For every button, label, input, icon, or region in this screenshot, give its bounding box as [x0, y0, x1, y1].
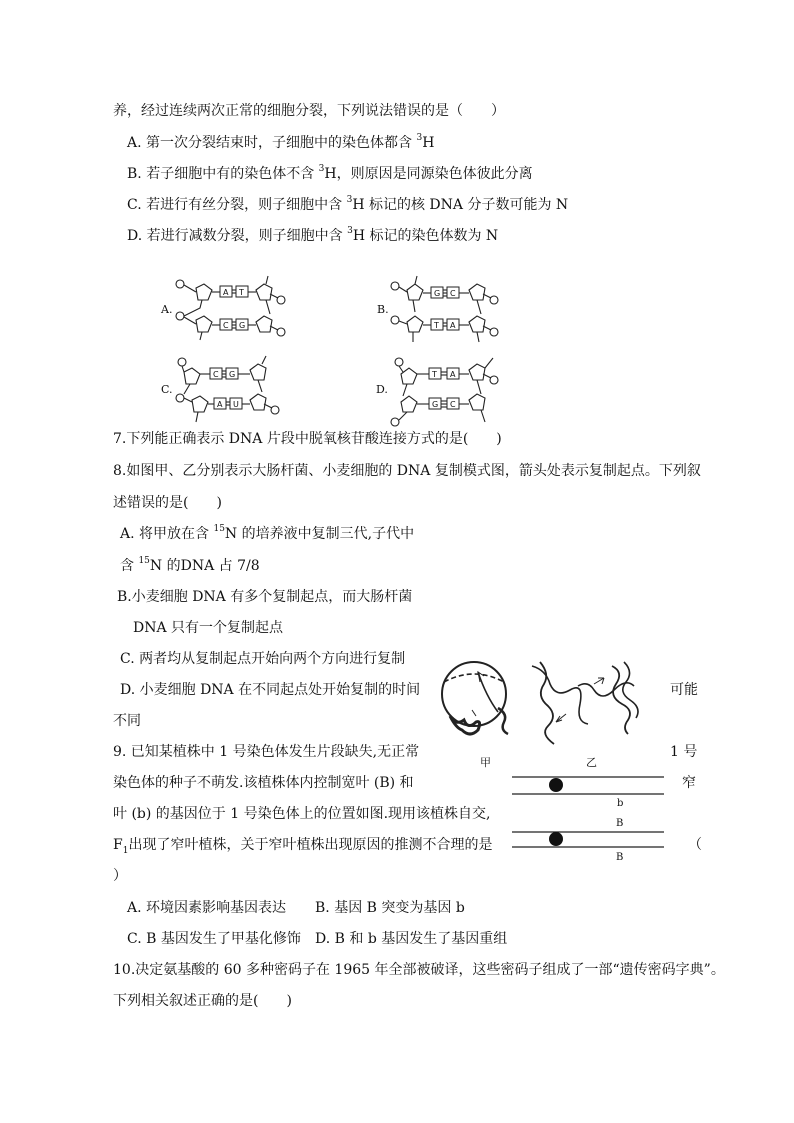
q6-stem: 养，经过连续两次正常的细胞分裂，下列说法错误的是（ ） — [113, 103, 505, 119]
q9-option-a[interactable]: A. 环境因素影响基因表达 — [127, 900, 287, 916]
q9-chromosome-figure — [512, 772, 672, 864]
q8-fig-yi-label: 乙 — [586, 756, 597, 769]
q9-line3: 叶 (b) 的基因位于 1 号染色体上的位置如图.现用该植株自交, — [113, 806, 491, 822]
q7-c-pair2-right: U — [233, 400, 239, 409]
dna-fragment-a — [170, 270, 290, 350]
q9-line2: 染色体的种子不萌发.该植株体内控制宽叶 (B) 和 — [113, 775, 414, 791]
q7-b-pair2-left: T — [434, 321, 439, 330]
q7-label-a: A. — [161, 303, 173, 316]
q7-label-c: C. — [161, 383, 173, 396]
q9-gene-b-upper-1: B — [616, 818, 624, 829]
q6-option-c[interactable]: C. 若进行有丝分裂，则子细胞中含 $^3$H 标记的核 DNA 分子数可能为 N — [127, 195, 569, 213]
q9-gene-b-upper-2: B — [616, 852, 624, 863]
q7-a-pair1-left: A — [223, 288, 229, 297]
q7-c-pair1-right: G — [229, 370, 236, 379]
q9-line2-end: 窄 — [682, 775, 696, 791]
q8-option-d-line2: 不同 — [113, 713, 141, 729]
q8-replication-figure — [428, 656, 658, 768]
q8-option-d-line1[interactable]: D. 小麦细胞 DNA 在不同起点处开始复制的时间 — [120, 682, 421, 698]
q9-option-c[interactable]: C. B 基因发生了甲基化修饰 — [127, 931, 301, 947]
q8-option-a-line1[interactable]: A. 将甲放在含 $^{15}$N 的培养液中复制三代,子代中 — [120, 524, 415, 542]
q7-a-pair2-left: C — [223, 321, 229, 330]
dna-fragment-d — [385, 352, 505, 432]
q7-label-b: B. — [377, 303, 389, 316]
q9-line1: 9. 已知某植株中 1 号染色体发生片段缺失,无正常 — [113, 744, 420, 760]
q7-b-pair1-left: G — [434, 289, 441, 298]
q7-d-pair1-right: A — [450, 370, 456, 379]
q9-line4-end: （ — [688, 837, 702, 853]
q8-option-b-line2[interactable]: DNA 只有一个复制起点 — [133, 620, 284, 636]
q9-gene-b-lower: b — [617, 798, 624, 809]
q7-b-pair1-right: C — [450, 289, 456, 298]
q6-option-b[interactable]: B. 若子细胞中有的染色体不含 $^3$H，则原因是同源染色体彼此分离 — [127, 164, 533, 182]
q9-line1-end: 1 号 — [670, 744, 698, 760]
q6-option-a[interactable]: A. 第一次分裂结束时，子细胞中的染色体都含 $^3$H — [127, 133, 435, 151]
q7-label-d: D. — [376, 383, 388, 396]
q7-d-pair2-right: C — [450, 400, 456, 409]
q8-stem-line2: 述错误的是( ) — [113, 495, 222, 511]
q8-option-a-line2[interactable]: 含 $^{15}$N 的DNA 占 7/8 — [120, 556, 260, 574]
dna-fragment-b — [385, 270, 505, 350]
q9-option-d[interactable]: D. B 和 b 基因发生了基因重组 — [315, 931, 508, 947]
q8-option-b-line1[interactable]: B.小麦细胞 DNA 有多个复制起点，而大肠杆菌 — [117, 589, 413, 605]
q7-stem: 7.下列能正确表示 DNA 片段中脱氧核苷酸连接方式的是( ) — [113, 431, 502, 447]
q7-d-pair2-left: G — [432, 400, 439, 409]
q7-c-pair2-left: A — [217, 400, 223, 409]
q6-option-d[interactable]: D. 若进行减数分裂，则子细胞中含 $^3$H 标记的染色体数为 N — [127, 226, 499, 244]
q9-line4: $F_1$出现了窄叶植株，关于窄叶植株出现原因的推测不合理的是 — [113, 837, 493, 856]
q7-d-pair1-left: T — [432, 370, 437, 379]
q7-a-pair1-right: T — [239, 288, 244, 297]
dna-fragment-c — [170, 352, 290, 432]
q7-b-pair2-right: A — [450, 321, 456, 330]
q8-fig-jia-label: 甲 — [480, 756, 491, 769]
q10-line2: 下列相关叙述正确的是( ) — [113, 993, 292, 1009]
q8-option-d-line1-end: 可能 — [670, 682, 698, 698]
q7-c-pair1-left: C — [213, 370, 219, 379]
q7-a-pair2-right: G — [239, 321, 246, 330]
q9-option-b[interactable]: B. 基因 B 突变为基因 b — [315, 900, 465, 916]
q10-line1: 10.决定氨基酸的 60 多种密码子在 1965 年全部被破译，这些密码子组成了一部“遗传密码字典”。 — [113, 962, 725, 978]
q9-line5: ） — [113, 868, 127, 884]
q8-option-c[interactable]: C. 两者均从复制起点开始向两个方向进行复制 — [120, 651, 406, 667]
q8-stem-line1: 8.如图甲、乙分别表示大肠杆菌、小麦细胞的 DNA 复制模式图，箭头处表示复制起点。下列叙 — [113, 463, 701, 479]
